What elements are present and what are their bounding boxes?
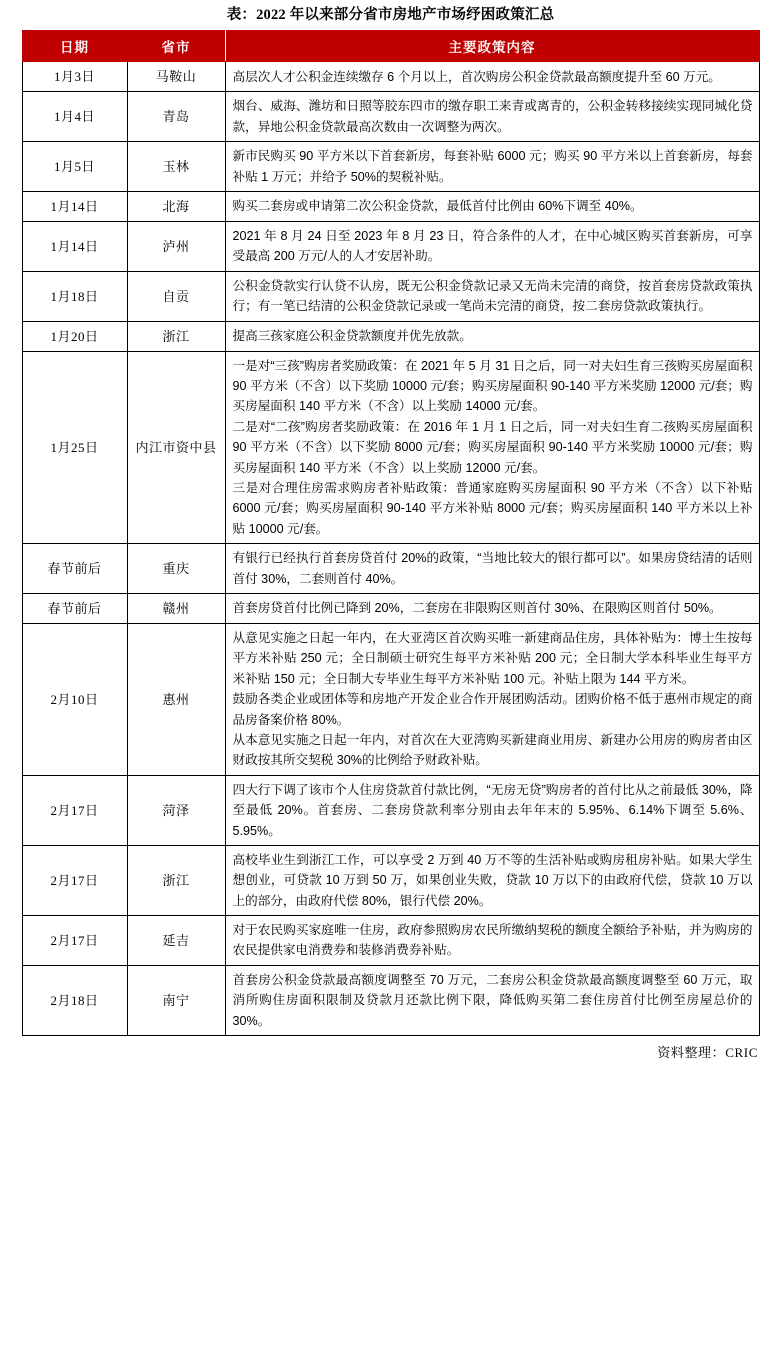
cell-policy xyxy=(225,916,759,966)
cell-date: 1月25日 xyxy=(22,351,127,544)
cell-policy xyxy=(225,845,759,915)
table-row xyxy=(22,62,759,92)
policy-paragraph: 对于农民购买家庭唯一住房，政府参照购房农民所缴纳契税的额度全额给予补贴，并为购房的农民提供家电消费券和装修消费券补贴。 xyxy=(232,923,753,958)
cell-date: 1月14日 xyxy=(22,222,127,272)
table-body xyxy=(22,62,759,1036)
cell-date: 春节前后 xyxy=(22,544,127,594)
policy-paragraph: 高校毕业生到浙江工作，可以享受 2 万到 40 万不等的生活补贴或购房租房补贴。如果大学生想创业，可贷款 10 万到 50 万，如果创业失败，贷款 10 万以下的由政府代偿，贷款 10 万以上的部分，由政府代偿 80%，银行代偿 20%。 xyxy=(232,852,753,908)
table-row xyxy=(22,271,759,321)
cell-city: 泸州 xyxy=(127,222,225,272)
cell-city: 马鞍山 xyxy=(127,62,225,92)
cell-policy xyxy=(225,271,759,321)
cell-city: 菏泽 xyxy=(127,775,225,845)
table-header xyxy=(22,31,759,62)
policy-paragraph: 提高三孩家庭公积金贷款额度并优先放款。 xyxy=(232,328,472,343)
table-row xyxy=(22,916,759,966)
source-note: 资料整理：CRIC xyxy=(657,1045,758,1061)
cell-policy xyxy=(225,593,759,623)
cell-date: 1月4日 xyxy=(22,92,127,142)
cell-city: 赣州 xyxy=(127,593,225,623)
table-header-row xyxy=(22,31,759,62)
cell-date: 2月17日 xyxy=(22,916,127,966)
cell-policy xyxy=(225,775,759,845)
cell-date: 2月17日 xyxy=(22,845,127,915)
cell-date: 1月14日 xyxy=(22,192,127,222)
policy-paragraph: 三是对合理住房需求购房者补贴政策：普通家庭购买房屋面积 90 平方米（不含）以下补贴 6000 元/套；购买房屋面积 90-140 平方米补贴 8000 元/套；购买房屋面积 140 平方米以上补贴 10000 元/套。 xyxy=(232,481,753,536)
cell-policy xyxy=(225,965,759,1035)
cell-city: 浙江 xyxy=(127,845,225,915)
table-row xyxy=(22,142,759,192)
table-row xyxy=(22,775,759,845)
policy-paragraph: 从意见实施之日起一年内，在大亚湾区首次购买唯一新建商品住房，具体补贴为：博士生按每平方米补贴 250 元；全日制硕士研究生每平方米补贴 200 元；全日制大学本科毕业生每平方米补贴 150 元；全日制大专毕业生每平方米补贴 100 元。补贴上限为 144 平方米。 xyxy=(232,631,753,686)
column-header-date: 日期 xyxy=(22,31,127,62)
policy-paragraph: 高层次人才公积金连续缴存 6 个月以上，首次购房公积金贷款最高额度提升至 60 万元。 xyxy=(232,69,721,84)
cell-city: 延吉 xyxy=(127,916,225,966)
cell-date: 1月3日 xyxy=(22,62,127,92)
cell-policy xyxy=(225,624,759,776)
cell-date: 1月18日 xyxy=(22,271,127,321)
table-row xyxy=(22,544,759,594)
policy-paragraph: 二是对“二孩”购房者奖励政策：在 2016 年 1 月 1 日之后，同一对夫妇生育二孩购买房屋面积 90 平方米（不含）以下奖励 8000 元/套；购买房屋面积 90-140 平方米奖励 10000 元/套；购买房屋面积 140 平方米（不含）以上奖励 12000 元/套。 xyxy=(232,419,753,475)
table-row xyxy=(22,92,759,142)
table-row xyxy=(22,351,759,544)
cell-city: 浙江 xyxy=(127,321,225,351)
policy-paragraph: 购买二套房或申请第二次公积金贷款，最低首付比例由 60%下调至 40%。 xyxy=(232,199,643,214)
table-row xyxy=(22,593,759,623)
cell-city: 重庆 xyxy=(127,544,225,594)
cell-city: 内江市资中县 xyxy=(127,351,225,544)
cell-date: 2月18日 xyxy=(22,965,127,1035)
page-title: 表：2022 年以来部分省市房地产市场纾困政策汇总 xyxy=(226,7,555,23)
cell-policy xyxy=(225,351,759,544)
cell-policy xyxy=(225,192,759,222)
policy-paragraph: 新市民购买 90 平方米以下首套新房，每套补贴 6000 元；购买 90 平方米以上首套新房，每套补贴 1 万元；并给予 50%的契税补贴。 xyxy=(232,149,753,184)
cell-city: 惠州 xyxy=(127,624,225,776)
cell-city: 南宁 xyxy=(127,965,225,1035)
cell-date: 2月10日 xyxy=(22,624,127,776)
cell-city: 自贡 xyxy=(127,271,225,321)
cell-city: 玉林 xyxy=(127,142,225,192)
policy-paragraph: 有银行已经执行首套房贷首付 20%的政策，“当地比较大的银行都可以”。如果房贷结清的话则首付 30%，二套则首付 40%。 xyxy=(232,551,753,586)
policy-paragraph: 首套房公积金贷款最高额度调整至 70 万元，二套房公积金贷款最高额度调整至 60 万元，取消所购住房面积限制及贷款月还款比例下限，降低购买第二套住房首付比例至房屋总价的 30%。 xyxy=(232,972,753,1028)
policy-paragraph: 烟台、威海、潍坊和日照等胶东四市的缴存职工来青或离青的，公积金转移接续实现同城化贷款，异地公积金贷款最高次数由一次调整为两次。 xyxy=(232,99,753,134)
cell-policy xyxy=(225,92,759,142)
policy-paragraph: 四大行下调了该市个人住房贷款首付款比例，“无房无贷”购房者的首付比从之前最低 30%，降至最低 20%。首套房、二套房贷款利率分别由去年年末的 5.95%、6.14%下调至 5.6%、5.95%。 xyxy=(232,782,753,838)
table-row xyxy=(22,192,759,222)
cell-city: 北海 xyxy=(127,192,225,222)
cell-policy xyxy=(225,544,759,594)
policy-table xyxy=(22,30,760,1036)
table-row xyxy=(22,965,759,1035)
cell-date: 春节前后 xyxy=(22,593,127,623)
table-row xyxy=(22,845,759,915)
cell-date: 1月20日 xyxy=(22,321,127,351)
cell-policy xyxy=(225,142,759,192)
policy-paragraph: 一是对“三孩”购房者奖励政策：在 2021 年 5 月 31 日之后，同一对夫妇生育三孩购买房屋面积 90 平方米（不含）以下奖励 10000 元/套；购买房屋面积 90-140 平方米奖励 12000 元/套；购买房屋面积 140 平方米（不含）以上奖励 14000 元/套。 xyxy=(232,358,753,414)
cell-date: 1月5日 xyxy=(22,142,127,192)
policy-paragraph: 从本意见实施之日起一年内，对首次在大亚湾购买新建商业用房、新建办公用房的购房者由区财政按其所交契税 30%的比例给予财政补贴。 xyxy=(232,732,753,768)
policy-paragraph: 首套房贷首付比例已降到 20%，二套房在非限购区则首付 30%、在限购区则首付 50%。 xyxy=(232,601,722,616)
table-row xyxy=(22,321,759,351)
cell-city: 青岛 xyxy=(127,92,225,142)
policy-paragraph: 2021 年 8 月 24 日至 2023 年 8 月 23 日，符合条件的人才，在中心城区购买首套新房，可享受最高 200 万元/人的人才安居补助。 xyxy=(232,229,753,264)
policy-paragraph: 鼓励各类企业或团体等和房地产开发企业合作开展团购活动。团购价格不低于惠州市规定的商品房备案价格 80%。 xyxy=(232,692,753,727)
cell-policy xyxy=(225,222,759,272)
table-row xyxy=(22,222,759,272)
policy-paragraph: 公积金贷款实行认贷不认房，既无公积金贷款记录又无尚未完清的商贷，按首套房贷款政策执行；有一笔已结清的公积金贷款记录或一笔尚未完清的商贷，按二套房贷款政策执行。 xyxy=(232,278,753,314)
cell-date: 2月17日 xyxy=(22,775,127,845)
cell-policy xyxy=(225,321,759,351)
column-header-policy: 主要政策内容 xyxy=(225,31,759,62)
column-header-city: 省市 xyxy=(127,31,225,62)
table-row xyxy=(22,624,759,776)
cell-policy xyxy=(225,62,759,92)
